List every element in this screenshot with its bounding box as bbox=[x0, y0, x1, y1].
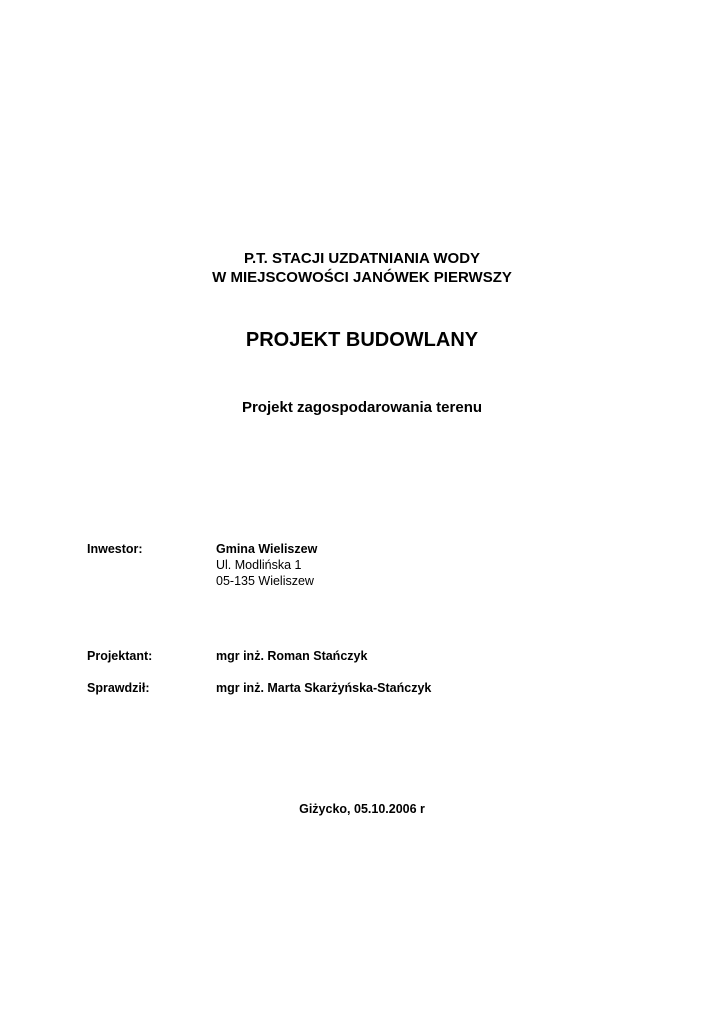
designer-name: mgr inż. Roman Stańczyk bbox=[216, 649, 368, 663]
investor-name: Gmina Wieliszew bbox=[216, 542, 318, 556]
document-title: PROJEKT BUDOWLANY bbox=[245, 329, 479, 351]
header-line-1: P.T. STACJI UZDATNIANIA WODY bbox=[243, 250, 481, 267]
place-and-date: Giżycko, 05.10.2006 r bbox=[299, 802, 425, 816]
investor-street: Ul. Modlińska 1 bbox=[216, 558, 302, 572]
document-subtitle: Projekt zagospodarowania terenu bbox=[241, 399, 483, 416]
checker-name: mgr inż. Marta Skarżyńska-Stańczyk bbox=[216, 681, 432, 695]
designer-label: Projektant: bbox=[87, 649, 153, 663]
investor-city: 05-135 Wieliszew bbox=[216, 574, 314, 588]
investor-label: Inwestor: bbox=[87, 542, 143, 556]
checker-label: Sprawdził: bbox=[87, 681, 150, 695]
header-line-2: W MIEJSCOWOŚCI JANÓWEK PIERWSZY bbox=[212, 269, 512, 286]
